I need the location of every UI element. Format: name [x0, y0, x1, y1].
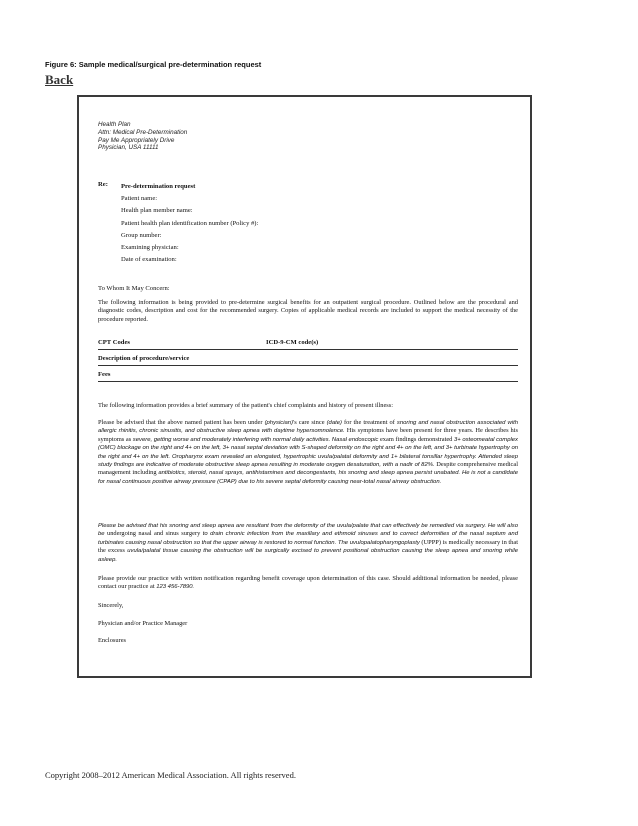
address-line: Health Plan: [98, 121, 131, 128]
re-field: Patient name:: [121, 195, 158, 203]
history-paragraph: [98, 419, 518, 486]
text-run: (date): [326, 420, 342, 426]
address-line: Pay Me Appropriately Drive: [98, 136, 175, 144]
re-label: Re:: [98, 181, 108, 188]
re-field: Health plan member name:: [121, 207, 193, 215]
description-row: [98, 353, 518, 366]
enclosures: Enclosures: [98, 637, 127, 644]
text-run: snoring and nasal obstruction associated with allergic rhinitis, chronic sinusitis, and obstructive sleep apnea with daytime hypersomnolence.: [98, 420, 519, 435]
text-run: to drain chronic infection from the maxillary and ethmoid sinuses and to correct deformities of the nasal septum and turbinates causing nasal obstruction so that the upper airway is restored to normal function. The uvulopalatopharyngoplasty: [98, 531, 518, 546]
codes-row: [98, 337, 518, 350]
text-run: severe, getting worse and moderately interfering with normal daily activities. Nasal endoscopic: [132, 436, 379, 443]
text-run: 's care since: [293, 419, 327, 426]
text-run: 123 456-7890.: [156, 584, 195, 591]
text-run: Please be advised that the above named patient has been under: [98, 419, 265, 426]
summary-intro: The following information provides a brief summary of the patient's chief complaints and history of present illness:: [98, 402, 394, 409]
fees-label: Fees: [98, 371, 111, 378]
address-line: Attn: Medical Pre-Determination: [98, 128, 188, 136]
text-run: antibiotics, steroid, nasal sprays, antihistamines and decongestants, his snoring and sleep apnea persist unabated. He is not a candidate for nasal continuous positive airway pressure (CPAP) due to his severe septal deformity causing near-total nasal airway obstruction.: [98, 470, 518, 485]
text-run: His symptoms have been present for three years. He describes his symptoms as: [98, 427, 518, 443]
re-field: Examining physician:: [121, 244, 179, 252]
text-run: Please provide our practice with written notification regarding benefit coverage upon determination of this case. Should additional information be needed, please contact our practice at: [98, 575, 518, 591]
re-field: Date of examination:: [121, 256, 177, 264]
text-run: undergoing nasal and sinus surgery: [104, 530, 203, 538]
text-run: exam findings demonstrated: [378, 435, 454, 443]
re-title: Pre-determination request: [121, 183, 196, 190]
signer: Physician and/or Practice Manager: [98, 620, 188, 627]
text-run: (UPPP) is medically necessary in that the excess: [98, 538, 518, 555]
text-run: 3+ osteomeatal complex (OMC) blockage on the right and 4+ on the left, 3+ nasal septal deviation with S-shaped deformity on the right and 4+ on the left, and 3+ turbinate hypertrophy on the right and 4+ on the left. Oropharynx exam revealed an elongated, hypertrophic uvula/palatal deformity and 1+ bilateral tonsillar hypertrophy. Attended sleep study findings are indicative of moderate obstructive sleep apnea resulting in moderate oxygen desaturation, with a nadir of 82%.: [98, 436, 518, 469]
cpt-label: CPT Codes: [98, 339, 130, 346]
description-label: Description of procedure/service: [98, 355, 190, 362]
codes-table: [98, 337, 518, 382]
address-line: Physician, USA 11111: [98, 144, 159, 152]
surgery-paragraph: [98, 522, 518, 564]
re-fields: [121, 181, 258, 266]
intro-paragraph: The following information is being provided to pre-determine surgical benefits for an outpatient surgical procedure. Outlined below are the procedural and diagnostic codes, description and cost for the recommended surgery. Copies of applicable medical records are included to support the medical necessity of the procedure reported.: [98, 299, 518, 323]
fees-row: [98, 369, 518, 382]
contact-paragraph: [98, 575, 518, 592]
re-field: Patient health plan identification number (Policy #):: [121, 219, 259, 227]
re-field: Group number:: [121, 231, 162, 239]
text-run: Please be advised that his snoring and sleep apnea are resultant from the deformity of the uvula/palate that can effectively be remedied via surgery. He will also be: [98, 523, 518, 538]
recipient-address: [98, 121, 187, 152]
text-run: uvula/palatal tissue causing the obstruction will be surgically excised to prevent positional obstruction causing the sleep apnea and snoring while asleep.: [98, 548, 518, 563]
closing: Sincerely,: [98, 602, 124, 609]
icd-label: ICD-9-CM code(s): [266, 339, 319, 346]
copyright-footer: Copyright 2008–2012 American Medical Association. All rights reserved.: [45, 770, 296, 780]
back-link[interactable]: Back: [45, 72, 74, 87]
figure-caption: Figure 6: Sample medical/surgical pre-determination request: [45, 60, 262, 69]
text-run: (physician): [264, 420, 294, 426]
letter-image: [77, 95, 532, 678]
text-run: for the treatment of: [341, 419, 397, 426]
text-run: Despite comprehensive medical management including: [98, 461, 518, 477]
salutation: To Whom It May Concern:: [98, 285, 170, 292]
